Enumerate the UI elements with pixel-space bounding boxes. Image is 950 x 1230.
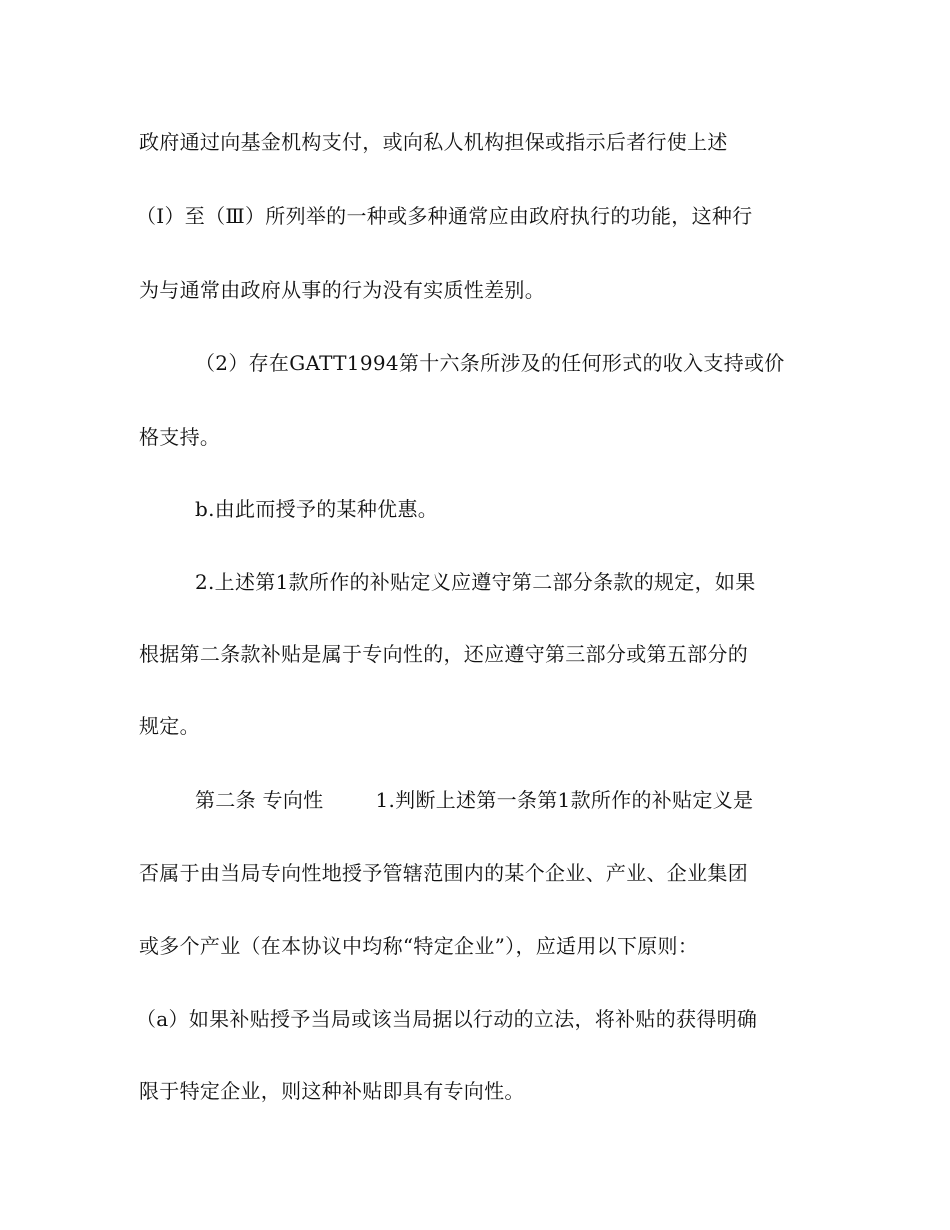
text-line-14: 限于特定企业，则这种补贴即具有专向性。 — [139, 1079, 525, 1103]
text-line-12: 或多个产业（在本协议中均称“特定企业”），应适用以下原则： — [139, 934, 699, 958]
text-line-11: 否属于由当局专向性地授予管辖范围内的某个企业、产业、企业集团 — [139, 861, 748, 885]
text-line-8: 根据第二条款补贴是属于专向性的，还应遵守第三部分或第五部分的 — [139, 642, 748, 666]
text-line-9: 规定。 — [139, 714, 200, 738]
text-line-4: （2）存在GATT1994第十六条所涉及的任何形式的收入支持或价 — [195, 351, 785, 375]
text-line-5: 格支持。 — [139, 425, 221, 449]
article-heading: 第二条 专向性 — [195, 788, 324, 812]
text-line-13: （a）如果补贴授予当局或该当局据以行动的立法，将补贴的获得明确 — [136, 1007, 758, 1031]
text-line-3: 为与通常由政府从事的行为没有实质性差别。 — [139, 278, 545, 302]
article-text: 1.判断上述第一条第1款所作的补贴定义是 — [375, 788, 754, 812]
text-line-7: 2.上述第1款所作的补贴定义应遵守第二部分条款的规定，如果 — [195, 570, 756, 594]
text-line-6: b.由此而授予的某种优惠。 — [195, 497, 439, 521]
text-line-2: （I）至（Ⅲ）所列举的一种或多种通常应由政府执行的功能，这种行 — [136, 204, 753, 228]
text-line-1: 政府通过向基金机构支付，或向私人机构担保或指示后者行使上述 — [139, 130, 728, 154]
text-line-10 — [195, 786, 811, 814]
